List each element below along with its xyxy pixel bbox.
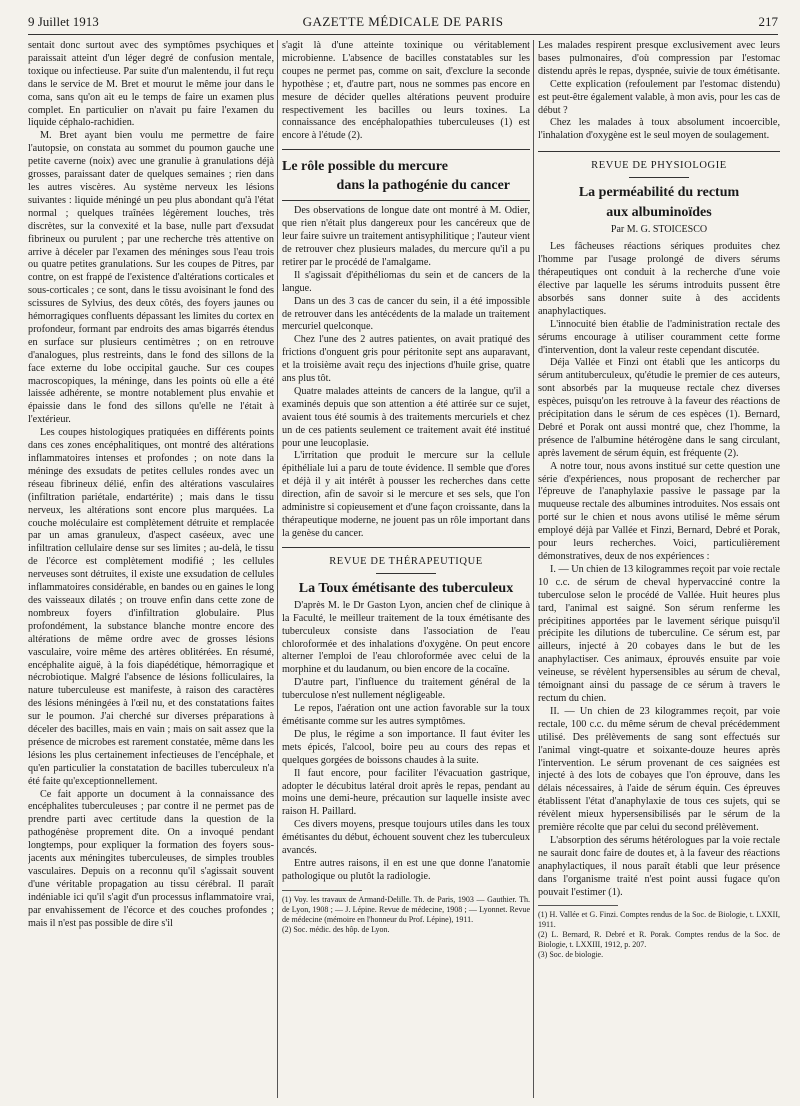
footnote: (2) Soc. médic. des hôp. de Lyon.: [282, 924, 390, 934]
paragraph: Cette explication (refoulement par l'estomac distendu) est peut-être également valable, à mon avis, pour les cas de début ?: [538, 78, 780, 116]
page-number: 217: [758, 14, 778, 29]
paragraph: D'après M. le Dr Gaston Lyon, ancien chef de clinique à la Faculté, le meilleur traitement de la toux émétisante des tuberculeux consiste dans l'association de l'eau chloroformée et des inhalations d'oxygène. On peut encore alterner l'emploi de l'eau chloroformée avec celui de la morphine et du laudanum, ou bien encore de la cocaïne.: [282, 599, 530, 676]
footnote: (3) Soc. de biologie.: [538, 950, 604, 960]
paragraph: Dans un des 3 cas de cancer du sein, il a été impossible de retrouver dans les antécédents de la malade un traitement mercuriel quelconque.: [282, 295, 530, 333]
footnote: (1) Voy. les travaux de Armand-Delille. Th. de Paris, 1903 — Gauthier. Th. de Lyon, 1908 ; — J. Lépine. Revue de médecine, 1908 ; — Lyonnet. Revue de médecine (mémoire en l'honneur du Prof. Lépine), 1911.: [282, 894, 530, 924]
article-title: Le rôle possible du mercure: [282, 159, 448, 175]
footnote-rule: [282, 890, 362, 891]
paragraph: Des observations de longue date ont montré à M. Odier, que rien n'était plus dangereux pour les cancéreux que de leur faire suivre un traitement antisyphilitique ; l'auteur vient de retrouver chez plusieurs malades, du mercure qu'il a pu retirer par le procédé de l'amalgame.: [282, 205, 530, 268]
paragraph: sentait donc surtout avec des symptômes psychiques et paraissait atteint d'un léger degré de confusion mentale, toxique ou infectieuse. Par suite d'un malentendu, il fut reçu dans le service de M. Bret et mourut le même jour dans le coma, sans qu'on ait eu le temps de faire un examen plus complet. En particulier on n'avait pu faire l'examen du liquide céphalo-rachidien.: [28, 40, 274, 129]
paragraph: Déja Vallée et Finzi ont établi que les anticorps du sérum antituberculeux, qu'étudie le premier de ces auteurs, sont absorbés par la muqueuse rectale chez diverses espèces, puisqu'on les retrouve à la faveur des réactions de précipitation dans le sérum de ces espèces (1). Bernard, Debré et Porak ont aussi montré que, chez l'homme, la présence de l'albumine hétérogène dans le sang circulant, après lavement de sérum équin, est fréquente (2).: [538, 357, 780, 459]
paragraph: A notre tour, nous avons institué sur cette question une série d'expériences, nous proposant de rechercher par l'épreuve de l'anaphylaxie passive le passage par la muqueuse rectale des albumines introduites. Nos essais ont porté sur le chien et nous avons utilisé le même sérum employé déjà par Vallée et Finzi, Bernard, Debré et Porak, pour leurs recherches. Voici, particulièrement démonstratives, deux de nos expériences :: [538, 460, 780, 562]
paragraph: Chez les malades à toux absolument incoercible, l'inhalation d'oxygène est le seul moyen de soulagement.: [538, 117, 780, 142]
article-title: dans la pathogénie du cancer: [336, 178, 510, 194]
page-header: [28, 14, 778, 34]
article-title: aux albuminoïdes: [606, 205, 712, 221]
article-title: La Toux émétisante des tuberculeux: [298, 580, 514, 596]
column-2: [282, 40, 530, 1098]
paragraph: L'irritation que produit le mercure sur la cellule épithéliale lui a paru de toute évidence. Il semble que d'ores et déjà il y ait intérêt à pousser les recherches dans cette direction, afin de savoir si le mercure et ses sels, que l'on administre si copieusement et d'une façon croissante, dans la thérapeutique moderne, ne jouent pas un rôle important dans la genèse du cancer.: [282, 450, 530, 539]
issue-date: 9 Juillet 1913: [28, 14, 99, 29]
footnote: (1) H. Vallée et G. Finzi. Comptes rendus de la Soc. de Biologie, t. LXXII, 1911.: [538, 910, 780, 930]
paragraph: Il faut encore, pour faciliter l'évacuation gastrique, adopter le décubitus latéral droit après le repas, pendant au moins une demi-heure, précaution sur laquelle insiste avec raison H. Paillard.: [282, 767, 530, 818]
footnote-rule: [538, 905, 618, 906]
paragraph: s'agit là d'une atteinte toxinique ou véritablement microbienne. L'absence de bacilles constatables sur les coupes ne permet pas, comme on sait, d'exclure la seconde hypothèse ; et, d'autre part, nous ne sommes pas encore en mesure de décider quelles altérations peuvent produire respectivement les bacilles ou leurs toxines. La connaissance des encéphalopathies tuberculeuses (1) est encore à l'étude (2).: [282, 40, 530, 142]
article-author: Par M. G. STOICESCO: [610, 224, 708, 236]
column-3: [538, 40, 780, 1098]
header-rule: [28, 34, 778, 35]
article-mercure: [282, 149, 530, 201]
footnote: (2) L. Bernard, R. Debré et R. Porak. Comptes rendus de la Soc. de Biologie, t. LXXIII, 1912, p. 207.: [538, 930, 780, 950]
paragraph: Le repos, l'aération ont une action favorable sur la toux émétisante comme sur les autres symptômes.: [282, 703, 530, 727]
paragraph: L'innocuité bien établie de l'administration rectale des sérums encourage à utiliser couramment cette forme d'intervention, dont la valeur reste cependant discutée.: [538, 318, 780, 356]
section-heading: REVUE DE THÉRAPEUTIQUE: [329, 555, 483, 567]
paragraph: Ce fait apporte un document à la connaissance des encéphalites tuberculeuses ; par contre il ne permet pas de prendre parti avec certitude dans la question de la pathogénèse proprement dite. On a invoqué pendant longtemps, pour expliquer la formation des foyers sous-jacents aux méningites tuberculeuses, de simples troubles vasculaires. Depuis on a reconnu qu'il s'agissait souvent d'une véritable propagation au tissu cérébral. Il paraît indéniable ici qu'il s'agit d'un processus inflammatoire vrai, par envahissement de l'écorce et des couches profondes ; mais il n'est pas possible de dire s'il: [28, 788, 274, 929]
paragraph: Quatre malades atteints de cancers de la langue, qu'il a examinés depuis que son attention a été attirée sur ce sujet, avaient tous été soumis à des traitements mercuriels et chez un de ces patients seulement ce traitement avait été institué pour une leucoplasie.: [282, 385, 530, 449]
paragraph: Chez l'une des 2 autres patientes, on avait pratiqué des frictions d'onguent gris pour péritonite sept ans auparavant, et la troisième avait reçu des injections d'huile grise, quatre ans plus tôt.: [282, 334, 530, 385]
paragraph: Les fâcheuses réactions sériques produites chez l'homme par l'usage prolongé de divers sérums thérapeutiques ont conduit à la recherche d'une voie élective par laquelle les sérums introduits pussent être absorbés sans donner suite à des accidents anaphylactiques.: [538, 241, 780, 317]
paragraph: De plus, le régime a son importance. Il faut éviter les mets épicés, l'alcool, boire peu au cours des repas et quelques gorgées de boissons chaudes à la suite.: [282, 728, 530, 766]
column-divider: [277, 40, 278, 1098]
paragraph: Il s'agissait d'épithéliomas du sein et de cancers de la langue.: [282, 269, 530, 294]
paragraph: II. — Un chien de 23 kilogrammes reçoit, par voie rectale, 100 c.c. du même sérum de cheval précédemment utilisé. Des prélèvements de sang sont effectués sur l'animal vingt-quatre et soixante-douze heures après l'intervention. Le sérum provenant de ces saignées est injecté à des lots de cobayes que l'on éprouve, dans les délais nécessaires, à l'aide de sérum équin. Ces épreuves établissent l'état d'anaphylaxie de tous ces sujets, qui se révèlent mieux hypersensibilisés par le sérum de la première récolte que par celui du second prélèvement.: [538, 705, 780, 834]
column-1: [28, 40, 274, 1098]
paragraph: I. — Un chien de 13 kilogrammes reçoit par voie rectale 10 c.c. de sérum de cheval hypervacciné contre la tuberculose selon le procédé de Vallée. Huit heures plus tard, l'animal est saigné. Son sérum renferme les précipitines apportées par le lavement sérique puisqu'il précipite les dilutions de tuberculine. Ce sérum est, par ailleurs, injecté à 20 cobayes dans le but de les anaphylactiser. Ces animaux, éprouvés ensuite par voie veineuse, se révèlent hypersensibles au sérum de cheval, témoignant ainsi du passage de ce sérum à travers le rectum du chien.: [538, 563, 780, 704]
paragraph: M. Bret ayant bien voulu me permettre de faire l'autopsie, on constata au sommet du poumon gauche une petite caverne (noix) avec une granulie à granulations déjà grosses, paraissant dater de quelques semaines ; rien dans les autres viscères. Au système nerveux les lésions suivantes : liquide méningé un peu plus abondant qu'à l'état normal ; quelques traînées légèrement louches, très discrètes, sur la convexité et la base, nulle part d'exsudat fibrineux ou purulent ; par une recherche très attentive on arrive à déceler par l'examen des méninges sous l'eau trois ou quatre petites granulations. Sur les coupes de Pitres, par contre, on est frappé de l'existence d'altérations corticales et sous-corticales ; ce sont, dans le tissu avoisinant le fond des scissures de Sylvius, des deux côtés, des foyers jaunes ou hémorragiques confluents dépassant les limites du cortex en profondeur, formant par endroits des amas bigarrés étendus en surface sur plusieurs centimètres ; on en retrouve d'analogues, plus restreints, dans le fond des sillons de la face externe du lobe occipital gauche. Sur ces coupes macroscopiques, la méninge, dans les points où elle a été laissée adhérente, se montre notablement plus envahie et épaissie dans le fond des sillons qu'elle ne l'était à l'extérieur.: [28, 130, 274, 426]
paragraph: D'autre part, l'influence du traitement général de la tuberculose n'est nullement négligeable.: [282, 677, 530, 702]
journal-title: GAZETTE MÉDICALE DE PARIS: [302, 14, 504, 29]
column-divider: [533, 40, 534, 1098]
section-heading: REVUE DE PHYSIOLOGIE: [591, 160, 727, 172]
paragraph: Entre autres raisons, il en est une que donne l'anatomie pathologique ou plutôt la radiologie.: [282, 857, 530, 882]
paragraph: Les coupes histologiques pratiquées en différents points dans ces zones encéphalitiques, ont montré des altérations inflammatoires intenses et profondes ; on note dans la méninge des exsudats de petites cellules rondes avec un réseau fibrineux délié, enfin des altérations vasculaires (infiltration pariétale, endartérite) ; mais dans le tissu nerveux, les altérations sont encore plus marquées. La couche moléculaire est complètement détruite et remplacée par un amas granuleux, d'aspect caséeux, avec une infiltration cellulaire dense sur ses limites ; au-delà, le tissu de l'écorce est complètement modifié ; les cellules nerveuses sont détruites, il existe une exsudation de cellules inflammatoires considérable, en bandes ou en gaines le long des vaisseaux dilatés ; on trouve enfin dans cette zone de nombreux foyers d'infiltration globulaire. Plus profondément, la substance blanche montre encore des altérations de même ordre avec de grosses lésions vasculaire, voire même des artères oblitérées. En résumé, encéphalite aiguë, à la fois diapédétique, hémorragique et nécrobiotique. Malgré l'absence de lésions folliculaires, la nature tuberculeuse est manifeste, à raison des caractères des lésions méningées à l'œil nu, et des constatations faites sur le poumon. J'ai cherché sur diverses préparations à déceler des bacilles, mais en vain ; mais on sait assez que la présence de microbes est rarement constatée, même dans les lésions les plus certainement infectieuses de l'encéphale, et qu'en particulier la constatation de bacilles tuberculeux n'a été faite qu'exceptionnellement.: [28, 427, 274, 787]
paragraph: Les malades respirent presque exclusivement avec leurs bases pulmonaires, d'où compression par l'estomac distendu après le repas, dyspnée, suivie de toux émétisante.: [538, 40, 780, 77]
paragraph: Ces divers moyens, presque toujours utiles dans les toux émétisantes du début, échouent souvent chez les tuberculeux avancés.: [282, 819, 530, 857]
article-title: La perméabilité du rectum: [578, 185, 740, 201]
paragraph: L'absorption des sérums hétérologues par la voie rectale ne saurait donc faire de doutes et, à la faveur des réactions anaphylactiques, il nous paraît établi que leur présence dans l'organisme traité n'est point aussi fugace qu'on pouvait l'estimer (1).: [538, 834, 780, 898]
